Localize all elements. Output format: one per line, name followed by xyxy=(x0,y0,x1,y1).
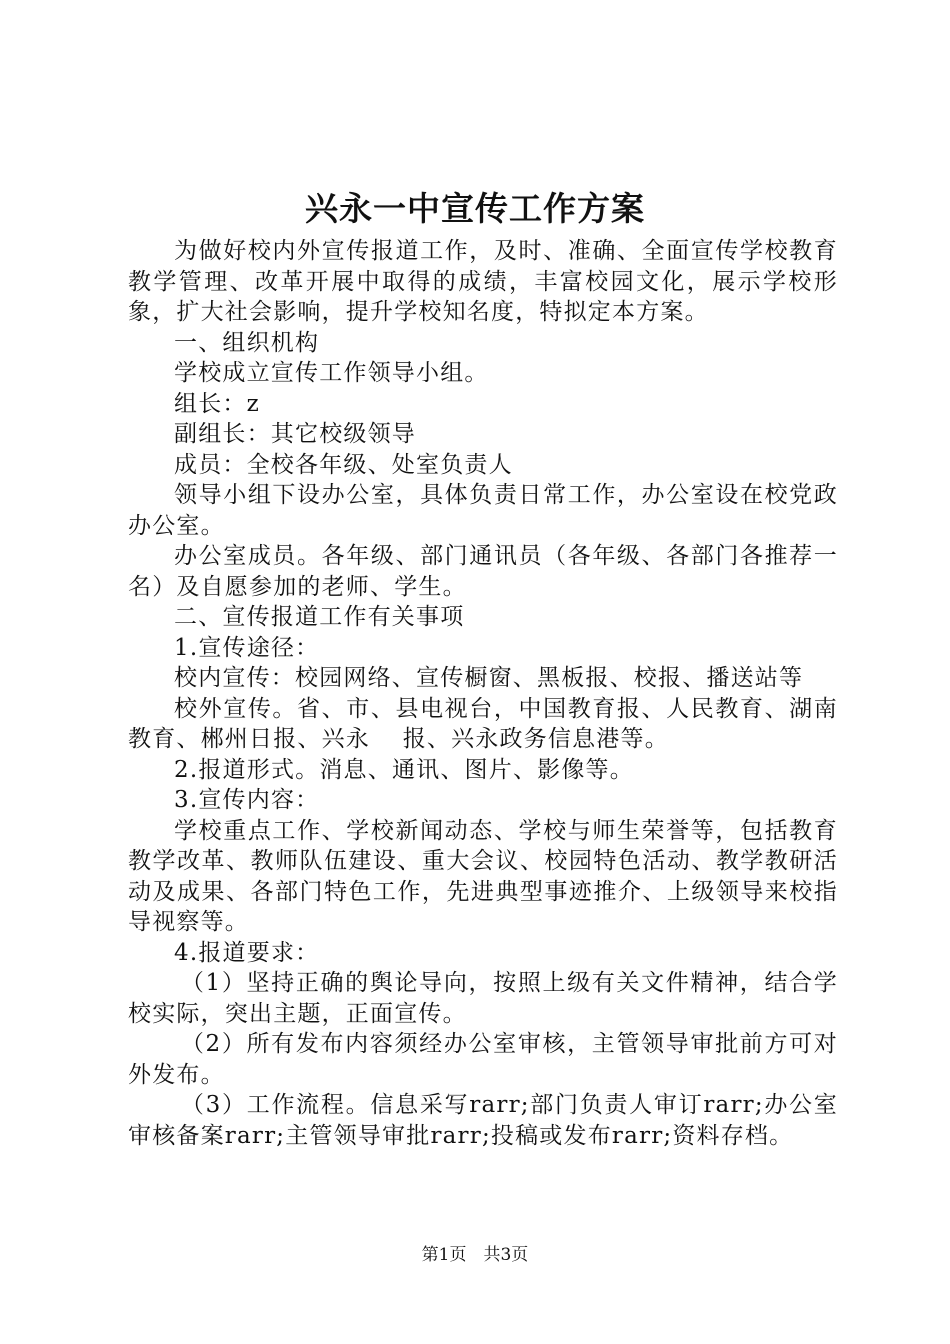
subheading-content: 3.宣传内容： xyxy=(174,787,320,813)
paragraph-intro: 为做好校内外宣传报道工作，及时、准确、全面宣传学校教育教学管理、改革开展中取得的成绩，丰富校园文化，展示学校形象，扩大社会影响，提升学校知名度，特拟定本方案。 xyxy=(128,238,838,325)
subheading-report-forms: 2.报道形式。消息、通讯、图片、影像等。 xyxy=(174,756,634,783)
requirement-item-3: （3）工作流程。信息采写rarr;部门负责人审订rarr;办公室审核备案rarr;主管领导审批rarr;投稿或发布rarr;资料存档。 xyxy=(128,1092,838,1149)
document-body xyxy=(128,236,838,1151)
section-heading-organization: 一、组织机构 xyxy=(174,329,320,356)
page-footer: 第1页 共3页 xyxy=(421,1245,529,1265)
paragraph-content-details: 学校重点工作、学校新闻动态、学校与师生荣誉等，包括教育教学改革、教师队伍建设、重大会议、校园特色活动、教学教研活动及成果、各部门特色工作，先进典型事迹推介、上级领导来校指导视察等。 xyxy=(128,817,838,935)
paragraph-external-channels: 校外宣传。省、市、县电视台，中国教育报、人民教育、湖南教育、郴州日报、兴永 报、兴永政务信息港等。 xyxy=(128,695,838,752)
paragraph-internal-channels: 校内宣传：校园网络、宣传橱窗、黑板报、校报、播送站等 xyxy=(174,665,804,691)
paragraph-office: 领导小组下设办公室，具体负责日常工作，办公室设在校党政办公室。 xyxy=(128,482,838,539)
section-heading-reporting: 二、宣传报道工作有关事项 xyxy=(174,604,465,630)
paragraph-office-members: 办公室成员。各年级、部门通讯员（各年级、各部门各推荐一名）及自愿参加的老师、学生。 xyxy=(128,543,838,600)
subheading-channels: 1.宣传途径： xyxy=(174,634,320,661)
requirement-item-2: （2）所有发布内容须经办公室审核，主管领导审批前方可对外发布。 xyxy=(128,1031,838,1088)
paragraph-deputy-leader: 副组长：其它校级领导 xyxy=(174,421,416,447)
paragraph-leading-group: 学校成立宣传工作领导小组。 xyxy=(174,360,489,386)
document-title: 兴永一中宣传工作方案 xyxy=(305,189,645,228)
requirement-item-1: （1）坚持正确的舆论导向，按照上级有关文件精神，结合学校实际，突出主题，正面宣传。 xyxy=(128,970,838,1027)
paragraph-group-leader: 组长：z xyxy=(174,390,260,417)
subheading-requirements: 4.报道要求： xyxy=(174,939,320,966)
paragraph-members: 成员：全校各年级、处室负责人 xyxy=(174,451,513,478)
